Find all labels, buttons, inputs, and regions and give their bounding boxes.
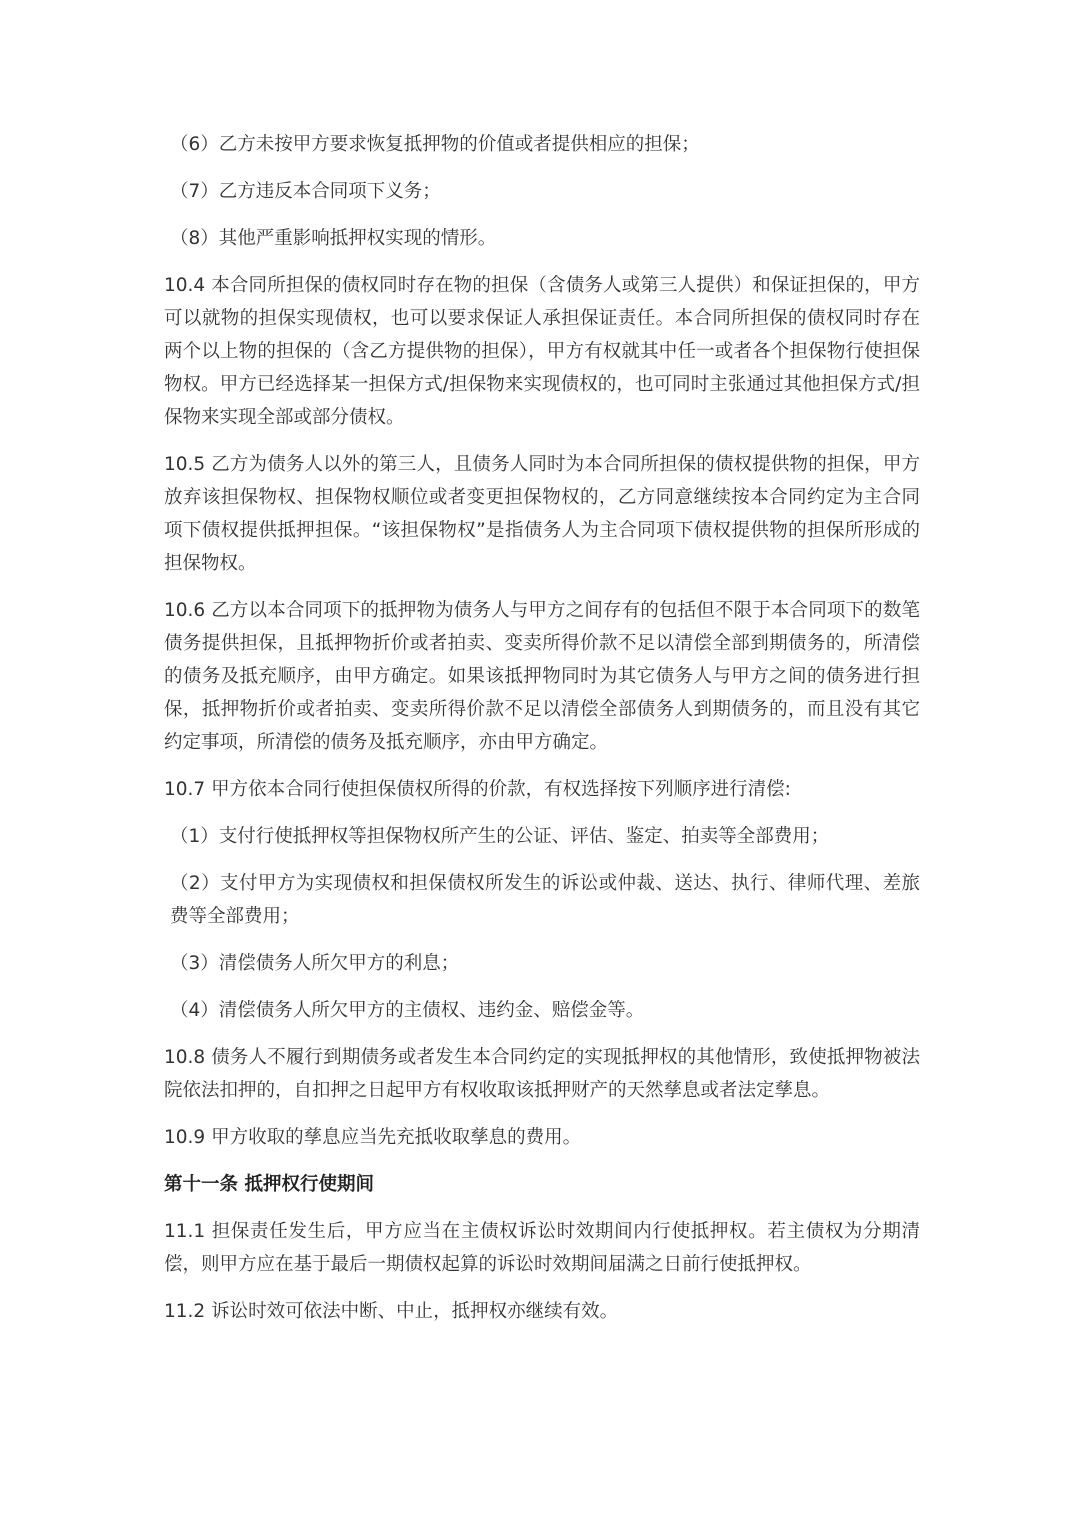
clause-10-5: 10.5 乙方为债务人以外的第三人，且债务人同时为本合同所担保的债权提供物的担保，甲方放弃该担保物权、担保物权顺位或者变更担保物权的，乙方同意继续按本合同约定为主合同项下债权提供抵押担保。“该担保物权”是指债务人为主合同项下债权提供物的担保所形成的担保物权。: [164, 454, 920, 574]
document-page: [164, 128, 920, 1342]
clause-10-7: 10.7 甲方依本合同行使担保债权所得的价款，有权选择按下列顺序进行清偿:: [164, 779, 791, 800]
clause-10-3-item-7: （7）乙方违反本合同项下义务；: [170, 181, 441, 202]
clause-10-7-item-4: （4）清偿债务人所欠甲方的主债权、违约金、赔偿金等。: [170, 1000, 645, 1021]
clause-11-2: 11.2 诉讼时效可依法中断、中止，抵押权亦继续有效。: [164, 1301, 619, 1322]
clause-10-7-item-2: （2）支付甲方为实现债权和担保债权所发生的诉讼或仲裁、送达、执行、律师代理、差旅费等全部费用；: [170, 873, 920, 927]
clause-10-7-item-3: （3）清偿债务人所欠甲方的利息；: [170, 953, 460, 974]
clause-10-6: 10.6 乙方以本合同项下的抵押物为债务人与甲方之间存有的包括但不限于本合同项下的数笔债务提供担保，且抵押物折价或者拍卖、变卖所得价款不足以清偿全部到期债务的，所清偿的债务及抵充顺序，由甲方确定。如果该抵押物同时为其它债务人与甲方之间的债务进行担保，抵押物折价或者拍卖、变卖所得价款不足以清偿全部债务人到期债务的，而且没有其它约定事项，所清偿的债务及抵充顺序，亦由甲方确定。: [164, 600, 920, 753]
clause-10-7-item-1: （1）支付行使抵押权等担保物权所产生的公证、评估、鉴定、拍卖等全部费用；: [170, 826, 830, 847]
clause-10-9: 10.9 甲方收取的孳息应当先充抵收取孳息的费用。: [164, 1127, 582, 1148]
article-11-heading: 第十一条 抵押权行使期间: [164, 1174, 374, 1195]
clause-10-4: 10.4 本合同所担保的债权同时存在物的担保（含债务人或第三人提供）和保证担保的，甲方可以就物的担保实现债权，也可以要求保证人承担保证责任。本合同所担保的债权同时存在两个以上物的担保的（含乙方提供物的担保），甲方有权就其中任一或者各个担保物行使担保物权。甲方已经选择某一担保方式/担保物来实现债权的，也可同时主张通过其他担保方式/担保物来实现全部或部分债权。: [164, 275, 920, 428]
clause-10-3-item-6: （6）乙方未按甲方要求恢复抵押物的价值或者提供相应的担保；: [170, 134, 700, 155]
clause-10-3-item-8: （8）其他严重影响抵押权实现的情形。: [170, 228, 497, 249]
clause-11-1: 11.1 担保责任发生后，甲方应当在主债权诉讼时效期间内行使抵押权。若主债权为分期清偿，则甲方应在基于最后一期债权起算的诉讼时效期间届满之日前行使抵押权。: [164, 1221, 920, 1275]
clause-10-8: 10.8 债务人不履行到期债务或者发生本合同约定的实现抵押权的其他情形，致使抵押物被法院依法扣押的，自扣押之日起甲方有权收取该抵押财产的天然孳息或者法定孳息。: [164, 1047, 920, 1101]
